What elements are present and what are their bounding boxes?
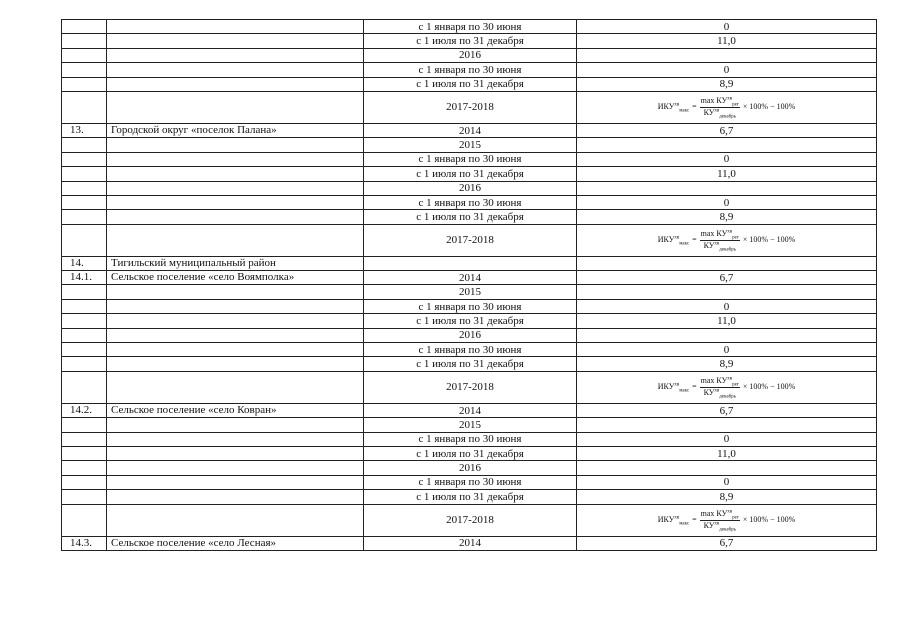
formula-equals: = <box>692 382 697 392</box>
table-row <box>62 63 877 77</box>
row-number: 14.3. <box>62 536 107 550</box>
row-number <box>62 20 107 34</box>
formula-fraction <box>700 96 740 120</box>
period-cell: с 1 января по 30 июня <box>364 343 577 357</box>
period-cell: с 1 января по 30 июня <box>364 432 577 446</box>
index-formula <box>657 376 796 400</box>
period-cell: с 1 июля по 31 декабря <box>364 167 577 181</box>
municipality-name: Сельское поселение «село Воямполка» <box>107 271 364 285</box>
municipality-name <box>107 34 364 48</box>
formula-lhs: $ИКУ^{хв}_{макс}$ <box>657 234 690 247</box>
table-row <box>62 432 877 446</box>
value-cell <box>577 461 877 475</box>
period-cell: 2014 <box>364 536 577 550</box>
row-number <box>62 432 107 446</box>
value-cell: 8,9 <box>577 77 877 91</box>
period-cell: с 1 июля по 31 декабря <box>364 314 577 328</box>
table-row <box>62 490 877 504</box>
table-row <box>62 357 877 371</box>
table-row <box>62 48 877 62</box>
tariff-table <box>61 19 877 551</box>
value-cell <box>577 328 877 342</box>
formula-fraction <box>700 376 740 400</box>
value-cell <box>577 91 877 123</box>
period-cell: 2016 <box>364 328 577 342</box>
period-cell: с 1 января по 30 июня <box>364 299 577 313</box>
formula-lhs: $ИКУ^{хв}_{макс}$ <box>657 102 690 114</box>
period-cell: 2016 <box>364 181 577 195</box>
row-number <box>62 490 107 504</box>
formula-denominator: $КУ^{хв}_{декабрь}$ <box>703 107 736 120</box>
municipality-name <box>107 475 364 489</box>
municipality-name <box>107 224 364 256</box>
period-cell: 2017-2018 <box>364 91 577 123</box>
table-row <box>62 181 877 195</box>
table-row <box>62 536 877 550</box>
municipality-name <box>107 138 364 152</box>
row-number <box>62 446 107 460</box>
table-row <box>62 418 877 432</box>
municipality-name <box>107 77 364 91</box>
municipality-name <box>107 210 364 224</box>
table-row <box>62 152 877 166</box>
period-cell: с 1 января по 30 июня <box>364 63 577 77</box>
formula-denominator: $КУ^{хв}_{декабрь}$ <box>703 240 736 253</box>
formula-equals: = <box>692 235 697 245</box>
table-row <box>62 123 877 137</box>
table-row <box>62 77 877 91</box>
value-cell <box>577 48 877 62</box>
municipality-name <box>107 91 364 123</box>
period-cell: с 1 июля по 31 декабря <box>364 34 577 48</box>
table-row <box>62 403 877 417</box>
municipality-name <box>107 418 364 432</box>
value-cell: 0 <box>577 152 877 166</box>
formula-numerator: $\max КУ^{хв}_{рег}$ <box>700 229 739 241</box>
value-cell <box>577 138 877 152</box>
municipality-name: Сельское поселение «село Ковран» <box>107 403 364 417</box>
municipality-name <box>107 195 364 209</box>
municipality-name <box>107 299 364 313</box>
period-cell: 2017-2018 <box>364 371 577 403</box>
value-cell <box>577 181 877 195</box>
row-number <box>62 357 107 371</box>
value-cell: 0 <box>577 432 877 446</box>
table-row <box>62 195 877 209</box>
row-number <box>62 328 107 342</box>
formula-equals: = <box>692 102 697 112</box>
municipality-name <box>107 314 364 328</box>
formula-tail: × 100% − 100% <box>742 515 796 525</box>
value-cell: 0 <box>577 195 877 209</box>
period-cell: с 1 июля по 31 декабря <box>364 210 577 224</box>
row-number <box>62 34 107 48</box>
table-row <box>62 256 877 270</box>
row-number <box>62 181 107 195</box>
table-row <box>62 371 877 403</box>
period-cell <box>364 256 577 270</box>
index-formula <box>657 508 796 533</box>
period-cell: с 1 июля по 31 декабря <box>364 77 577 91</box>
table-row <box>62 91 877 123</box>
value-cell <box>577 224 877 256</box>
value-cell <box>577 418 877 432</box>
municipality-name <box>107 432 364 446</box>
value-cell: 6,7 <box>577 271 877 285</box>
municipality-name <box>107 181 364 195</box>
row-number: 13. <box>62 123 107 137</box>
table-row <box>62 446 877 460</box>
municipality-name <box>107 504 364 536</box>
municipality-name <box>107 371 364 403</box>
period-cell: 2015 <box>364 418 577 432</box>
municipality-name <box>107 48 364 62</box>
table-row <box>62 461 877 475</box>
municipality-name <box>107 490 364 504</box>
municipality-name: Городской округ «поселок Палана» <box>107 123 364 137</box>
row-number <box>62 48 107 62</box>
index-formula <box>657 229 796 253</box>
period-cell: 2016 <box>364 461 577 475</box>
municipality-name <box>107 357 364 371</box>
row-number <box>62 91 107 123</box>
value-cell: 11,0 <box>577 34 877 48</box>
row-number <box>62 343 107 357</box>
formula-numerator: $\max КУ^{хв}_{рег}$ <box>700 376 739 388</box>
value-cell: 0 <box>577 299 877 313</box>
table-row <box>62 138 877 152</box>
period-cell: с 1 января по 30 июня <box>364 152 577 166</box>
period-cell: с 1 января по 30 июня <box>364 475 577 489</box>
value-cell: 8,9 <box>577 210 877 224</box>
value-cell: 6,7 <box>577 536 877 550</box>
row-number: 14.2. <box>62 403 107 417</box>
municipality-name <box>107 446 364 460</box>
row-number <box>62 285 107 299</box>
formula-tail: × 100% − 100% <box>742 382 796 392</box>
period-cell: с 1 июля по 31 декабря <box>364 490 577 504</box>
municipality-name <box>107 63 364 77</box>
value-cell: 11,0 <box>577 446 877 460</box>
period-cell: 2016 <box>364 48 577 62</box>
table-row <box>62 299 877 313</box>
row-number: 14. <box>62 256 107 270</box>
period-cell: с 1 июля по 31 декабря <box>364 446 577 460</box>
row-number: 14.1. <box>62 271 107 285</box>
formula-lhs: $ИКУ^{хв}_{макс}$ <box>657 514 690 527</box>
table-row <box>62 475 877 489</box>
row-number <box>62 77 107 91</box>
formula-numerator: $\max КУ^{хв}_{рег}$ <box>700 508 739 521</box>
period-cell: 2015 <box>364 138 577 152</box>
table-row <box>62 34 877 48</box>
value-cell: 0 <box>577 20 877 34</box>
formula-fraction <box>700 508 740 533</box>
row-number <box>62 195 107 209</box>
row-number <box>62 224 107 256</box>
value-cell: 0 <box>577 343 877 357</box>
period-cell: с 1 января по 30 июня <box>364 195 577 209</box>
period-cell: с 1 июля по 31 декабря <box>364 357 577 371</box>
period-cell: 2015 <box>364 285 577 299</box>
table-row <box>62 343 877 357</box>
table-row <box>62 285 877 299</box>
value-cell: 11,0 <box>577 314 877 328</box>
row-number <box>62 152 107 166</box>
municipality-name <box>107 328 364 342</box>
row-number <box>62 504 107 536</box>
formula-equals: = <box>692 515 697 525</box>
period-cell: 2014 <box>364 123 577 137</box>
row-number <box>62 167 107 181</box>
value-cell <box>577 285 877 299</box>
formula-fraction <box>700 229 740 253</box>
period-cell: 2014 <box>364 271 577 285</box>
value-cell: 0 <box>577 475 877 489</box>
formula-numerator: $\max КУ^{хв}_{рег}$ <box>700 96 739 108</box>
row-number <box>62 314 107 328</box>
municipality-name <box>107 343 364 357</box>
period-cell: с 1 января по 30 июня <box>364 20 577 34</box>
row-number <box>62 475 107 489</box>
row-number <box>62 210 107 224</box>
table-row <box>62 224 877 256</box>
formula-tail: × 100% − 100% <box>742 102 796 112</box>
table-row <box>62 167 877 181</box>
municipality-name: Тигильский муниципальный район <box>107 256 364 270</box>
period-cell: 2017-2018 <box>364 224 577 256</box>
municipality-name <box>107 285 364 299</box>
index-formula <box>657 96 796 120</box>
formula-tail: × 100% − 100% <box>742 235 796 245</box>
row-number <box>62 418 107 432</box>
value-cell <box>577 256 877 270</box>
row-number <box>62 371 107 403</box>
row-number <box>62 461 107 475</box>
table-row <box>62 20 877 34</box>
value-cell: 11,0 <box>577 167 877 181</box>
row-number <box>62 299 107 313</box>
value-cell: 6,7 <box>577 123 877 137</box>
period-cell: 2014 <box>364 403 577 417</box>
value-cell: 0 <box>577 63 877 77</box>
municipality-name: Сельское поселение «село Лесная» <box>107 536 364 550</box>
table-row <box>62 271 877 285</box>
formula-denominator: $КУ^{хв}_{декабрь}$ <box>703 520 736 533</box>
table-row <box>62 314 877 328</box>
formula-denominator: $КУ^{хв}_{декабрь}$ <box>703 387 736 400</box>
value-cell: 6,7 <box>577 403 877 417</box>
row-number <box>62 138 107 152</box>
municipality-name <box>107 20 364 34</box>
value-cell: 8,9 <box>577 357 877 371</box>
formula-lhs: $ИКУ^{хв}_{макс}$ <box>657 382 690 394</box>
table-row <box>62 210 877 224</box>
tariff-table-body <box>62 20 877 551</box>
municipality-name <box>107 167 364 181</box>
municipality-name <box>107 152 364 166</box>
municipality-name <box>107 461 364 475</box>
value-cell <box>577 504 877 536</box>
table-row <box>62 328 877 342</box>
value-cell <box>577 371 877 403</box>
value-cell: 8,9 <box>577 490 877 504</box>
period-cell: 2017-2018 <box>364 504 577 536</box>
table-row <box>62 504 877 536</box>
row-number <box>62 63 107 77</box>
